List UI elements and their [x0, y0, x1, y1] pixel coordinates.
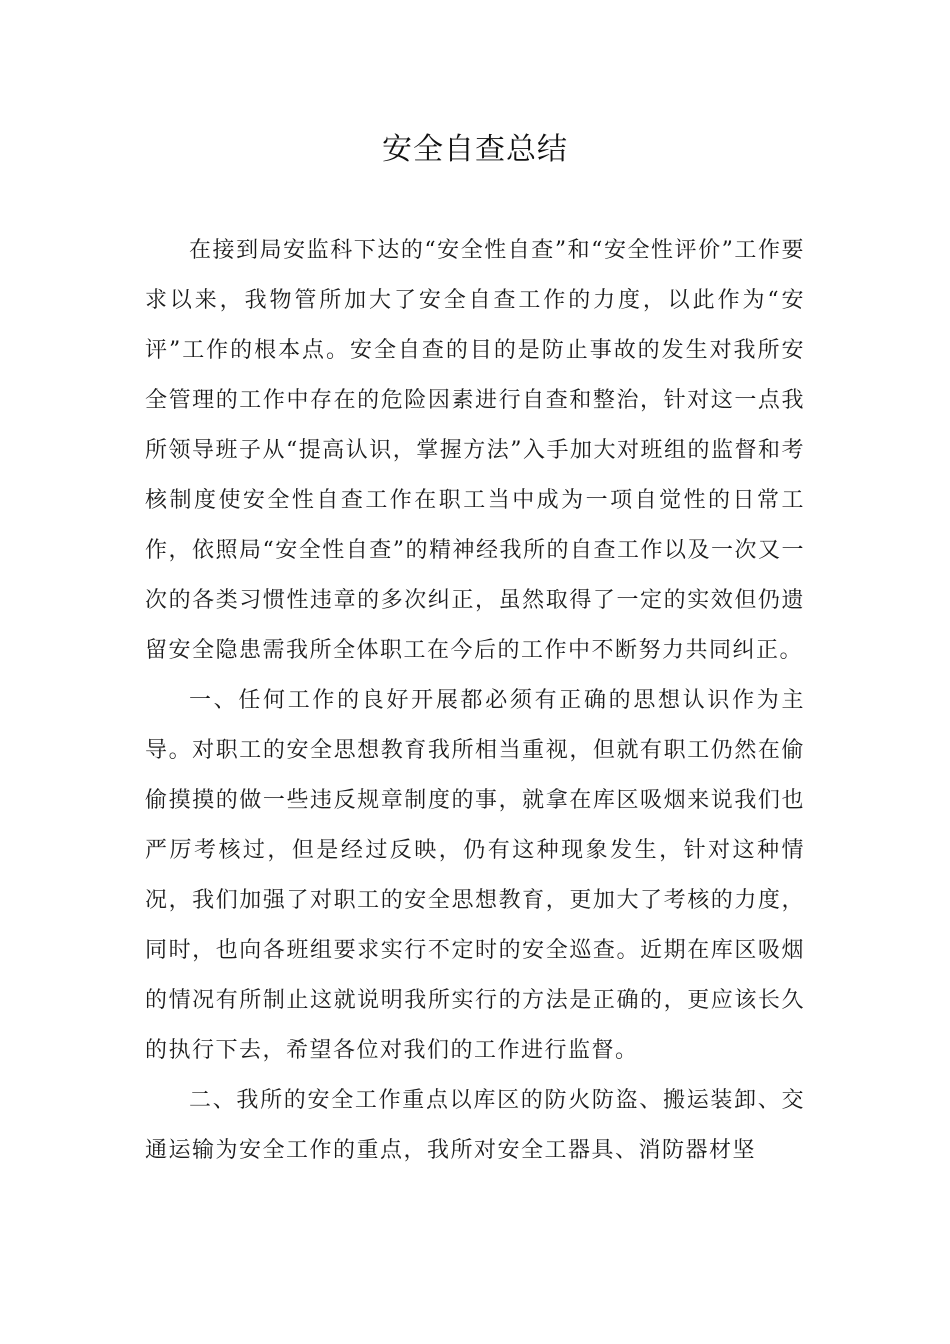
document-body — [145, 226, 805, 1176]
paragraph-section-1: 一、任何工作的良好开展都必须有正确的思想认识作为主导。对职工的安全思想教育我所相当重视，但就有职工仍然在偷偷摸摸的做一些违反规章制度的事，就拿在库区吸烟来说我们也严厉考核过，但是经过反映，仍有这种现象发生，针对这种情况，我们加强了对职工的安全思想教育，更加大了考核的力度，同时，也向各班组要求实行不定时的安全巡查。近期在库区吸烟的情况有所制止这就说明我所实行的方法是正确的，更应该长久的执行下去，希望各位对我们的工作进行监督。 — [145, 688, 805, 1063]
document-title: 安全自查总结 — [382, 132, 568, 167]
paragraph-intro: 在接到局安监科下达的“安全性自查”和“安全性评价”工作要求以来，我物管所加大了安全自查工作的力度，以此作为“安评”工作的根本点。安全自查的目的是防止事故的发生对我所安全管理的工作中存在的危险因素进行自查和整治，针对这一点我所领导班子从“提高认识，掌握方法”入手加大对班组的监督和考核制度使安全性自查工作在职工当中成为一项自觉性的日常工作，依照局“安全性自查”的精神经我所的自查工作以及一次又一次的各类习惯性违章的多次纠正，虽然取得了一定的实效但仍遗留安全隐患需我所全体职工在今后的工作中不断努力共同纠正。 — [145, 238, 805, 663]
paragraph-section-2: 二、我所的安全工作重点以库区的防火防盗、搬运装卸、交通运输为安全工作的重点，我所对安全工器具、消防器材坚 — [145, 1088, 805, 1163]
